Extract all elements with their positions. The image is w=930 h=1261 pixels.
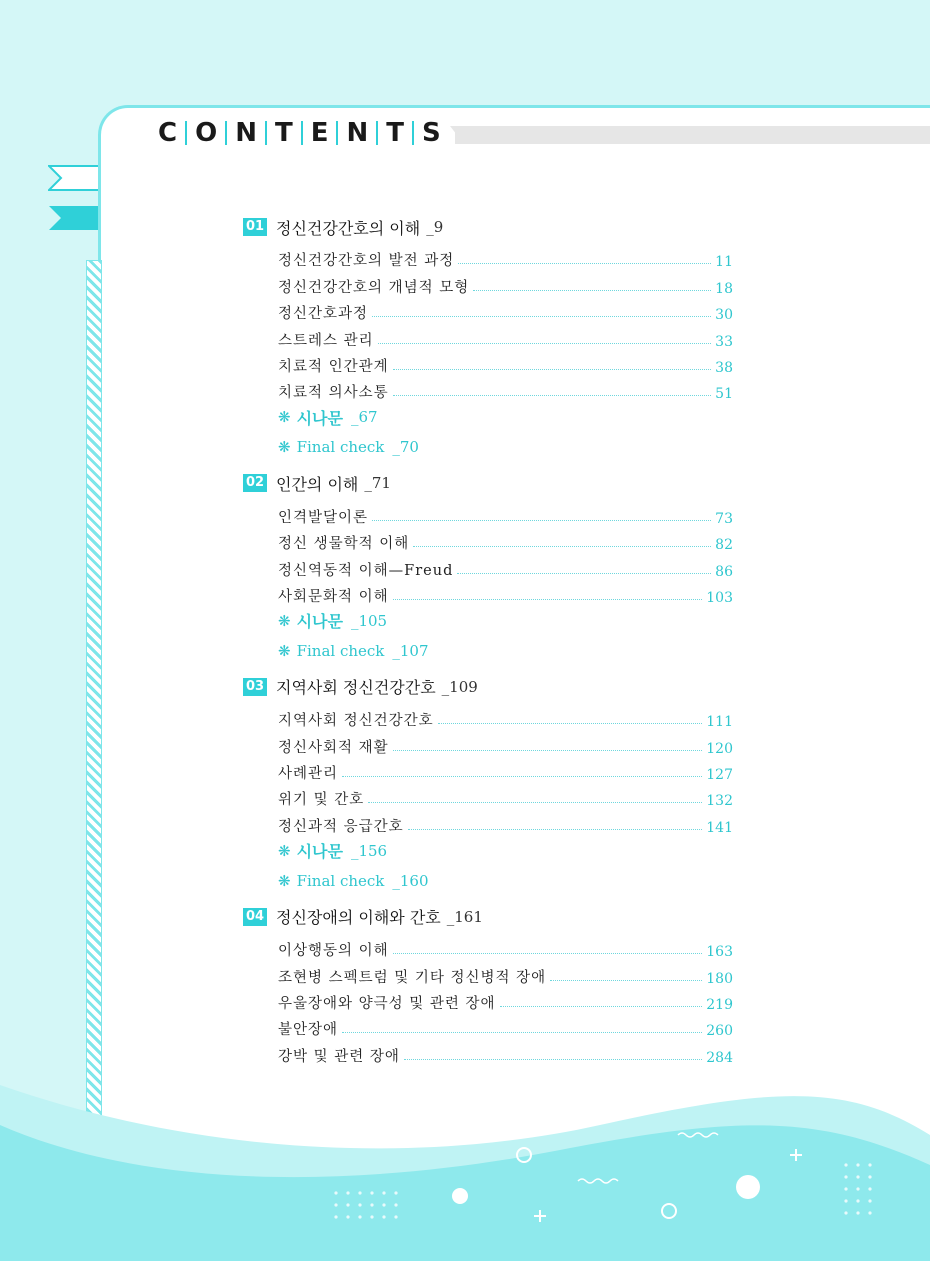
extra-label: Final check xyxy=(296,438,385,457)
contents-title xyxy=(150,118,449,148)
toc-entry-label: 치료적 의사소통 xyxy=(278,385,389,402)
asterisk-icon: ❋ xyxy=(278,871,291,890)
toc-entry-label: 정신과적 응급간호 xyxy=(278,818,404,835)
dot-leader xyxy=(393,953,703,954)
chapter-heading[interactable] xyxy=(243,672,733,702)
chapter-title: 정신건강간호의 이해 xyxy=(276,218,421,238)
toc-entry[interactable] xyxy=(278,500,733,526)
toc-entry-page: 18 xyxy=(715,280,733,297)
toc-entry-page: 82 xyxy=(715,537,733,554)
toc-entry[interactable] xyxy=(278,757,733,783)
toc-entry-label: 조현병 스펙트럼 및 기타 정신병적 장애 xyxy=(278,969,547,986)
dot-leader xyxy=(550,980,702,981)
toc-entry-page: 120 xyxy=(706,740,733,757)
toc-entry-page: 132 xyxy=(706,793,733,810)
chapter-page: _109 xyxy=(441,677,478,696)
extra-label: Final check xyxy=(296,641,385,660)
chapter-number-badge: 02 xyxy=(243,474,267,492)
dot-leader xyxy=(458,263,711,264)
toc-entry[interactable] xyxy=(278,1013,733,1039)
chapter-section xyxy=(243,212,733,462)
toc-entry-page: 51 xyxy=(715,386,733,403)
extra-page: _156 xyxy=(350,841,388,860)
toc-entry[interactable] xyxy=(278,270,733,296)
dot-leader xyxy=(393,750,703,751)
toc-entry-label: 인격발달이론 xyxy=(278,509,369,526)
extra-page: _107 xyxy=(392,641,429,660)
toc-entry-page: 73 xyxy=(715,510,733,527)
extra-label: 시나문 xyxy=(296,408,343,428)
chapter-number-badge: 03 xyxy=(243,678,267,696)
toc-entry-label: 위기 및 간호 xyxy=(278,792,365,809)
dot-leader xyxy=(368,802,702,803)
title-letter: N xyxy=(235,118,257,148)
toc-entry-page: 219 xyxy=(706,997,733,1014)
dot-leader xyxy=(404,1059,702,1060)
chapter-section xyxy=(243,468,733,666)
toc-entry[interactable] xyxy=(278,704,733,730)
sinamun-entry[interactable] xyxy=(278,402,733,432)
toc-entry[interactable] xyxy=(278,783,733,809)
title-letter: N xyxy=(346,118,369,148)
sinamun-entry[interactable] xyxy=(278,836,733,866)
toc-entry-page: 33 xyxy=(715,333,733,350)
chapter-title: 지역사회 정신건강간호 xyxy=(276,678,436,698)
extra-page: _160 xyxy=(392,871,429,890)
toc-entry-label: 정신건강간호의 발전 과정 xyxy=(278,253,455,270)
extra-label: Final check xyxy=(296,871,385,890)
toc-entry-page: 11 xyxy=(715,254,733,271)
table-of-contents xyxy=(243,212,733,1072)
dot-leader xyxy=(457,573,711,574)
striped-binding-decoration xyxy=(86,260,102,1142)
toc-entry-page: 141 xyxy=(706,819,733,836)
toc-entry-label: 사회문화적 이해 xyxy=(278,588,389,605)
title-bar-decoration xyxy=(455,126,930,144)
chapter-heading[interactable] xyxy=(243,468,733,498)
toc-entry[interactable] xyxy=(278,527,733,553)
extra-page: _105 xyxy=(350,611,388,630)
toc-entry[interactable] xyxy=(278,323,733,349)
toc-entry-label: 불안장애 xyxy=(278,1022,339,1039)
dot-leader xyxy=(372,520,711,521)
chapter-number-badge: 01 xyxy=(243,218,267,236)
final-check-entry[interactable] xyxy=(278,432,733,462)
toc-entry-page: 284 xyxy=(706,1049,733,1066)
toc-entry[interactable] xyxy=(278,1039,733,1065)
extra-label: 시나문 xyxy=(296,842,343,862)
toc-entry-label: 사례관리 xyxy=(278,766,339,783)
asterisk-icon: ❋ xyxy=(278,438,291,457)
chapter-heading[interactable] xyxy=(243,902,733,932)
dot-leader xyxy=(438,723,703,724)
toc-entry-page: 38 xyxy=(715,359,733,376)
dot-leader xyxy=(473,290,711,291)
extra-page: _70 xyxy=(392,438,419,457)
toc-entry-label: 정신역동적 이해—Freud xyxy=(278,562,454,579)
toc-entry-page: 260 xyxy=(706,1023,733,1040)
dot-leader xyxy=(378,343,712,344)
toc-entry-page: 86 xyxy=(715,563,733,580)
toc-entry-label: 우울장애와 양극성 및 관련 장애 xyxy=(278,996,496,1013)
toc-entry-label: 지역사회 정신건강간호 xyxy=(278,713,434,730)
asterisk-icon: ❋ xyxy=(278,841,291,860)
sinamun-entry[interactable] xyxy=(278,606,733,636)
chapter-title: 정신장애의 이해와 간호 xyxy=(276,908,441,928)
dot-leader xyxy=(342,1032,702,1033)
asterisk-icon: ❋ xyxy=(278,408,291,427)
asterisk-icon: ❋ xyxy=(278,641,291,660)
chapter-page: _71 xyxy=(364,474,391,493)
toc-entry[interactable] xyxy=(278,350,733,376)
title-letter: T xyxy=(274,118,293,148)
toc-entry-page: 30 xyxy=(715,307,733,324)
chapter-section xyxy=(243,902,733,1066)
toc-entry[interactable] xyxy=(278,297,733,323)
toc-entry-label: 스트레스 관리 xyxy=(278,332,374,349)
extra-page: _67 xyxy=(350,408,378,427)
toc-entry-page: 180 xyxy=(706,970,733,987)
toc-entry[interactable] xyxy=(278,244,733,270)
chapter-title: 인간의 이해 xyxy=(276,474,359,494)
final-check-entry[interactable] xyxy=(278,636,733,666)
ribbon-filled-decoration xyxy=(48,205,100,231)
dot-leader xyxy=(393,599,703,600)
toc-entry[interactable] xyxy=(278,376,733,402)
chapter-section xyxy=(243,672,733,896)
toc-entry-label: 정신사회적 재활 xyxy=(278,739,389,756)
dot-leader xyxy=(500,1006,703,1007)
title-letter: O xyxy=(195,118,218,148)
toc-entry-page: 103 xyxy=(706,589,733,606)
dot-leader xyxy=(372,316,711,317)
toc-entry-label: 이상행동의 이해 xyxy=(278,943,389,960)
toc-entry-label: 정신간호과정 xyxy=(278,306,369,323)
toc-entry[interactable] xyxy=(278,934,733,960)
dot-leader xyxy=(408,829,703,830)
toc-entry-page: 111 xyxy=(706,714,733,731)
toc-entry-page: 127 xyxy=(706,767,733,784)
dot-leader xyxy=(342,776,702,777)
toc-entry[interactable] xyxy=(278,730,733,756)
wave-decoration xyxy=(0,1075,930,1261)
dot-leader xyxy=(393,395,712,396)
dot-leader xyxy=(393,369,712,370)
chapter-number-badge: 04 xyxy=(243,908,267,926)
toc-entry[interactable] xyxy=(278,553,733,579)
toc-entry[interactable] xyxy=(278,580,733,606)
chapter-page: _9 xyxy=(426,218,444,236)
ribbon-outline-decoration xyxy=(48,165,100,191)
chapter-page: _161 xyxy=(446,907,483,926)
toc-entry[interactable] xyxy=(278,987,733,1013)
toc-entry-label: 정신건강간호의 개념적 모형 xyxy=(278,279,470,296)
asterisk-icon: ❋ xyxy=(278,611,291,630)
title-letter: C xyxy=(158,118,178,148)
toc-entry-page: 163 xyxy=(706,944,733,961)
toc-entry-label: 정신 생물학적 이해 xyxy=(278,536,410,553)
toc-entry[interactable] xyxy=(278,809,733,835)
chapter-heading[interactable] xyxy=(243,212,733,242)
dot-leader xyxy=(413,546,711,547)
toc-entry[interactable] xyxy=(278,960,733,986)
final-check-entry[interactable] xyxy=(278,866,733,896)
title-letter: E xyxy=(310,118,329,148)
toc-entry-label: 강박 및 관련 장애 xyxy=(278,1048,400,1065)
title-letter: S xyxy=(422,118,441,148)
title-letter: T xyxy=(386,118,404,148)
toc-entry-label: 치료적 인간관계 xyxy=(278,358,389,375)
extra-label: 시나문 xyxy=(296,612,343,632)
